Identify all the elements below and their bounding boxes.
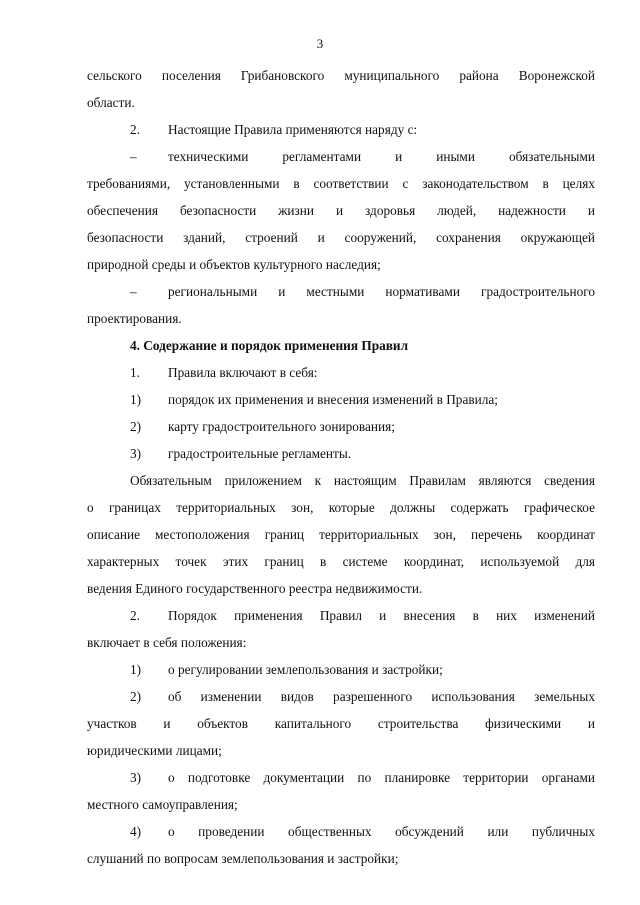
text-line: Настоящие Правила применяются наряду с: xyxy=(168,122,418,137)
text-line: о проведении общественных обсуждений или публичных xyxy=(168,824,595,839)
text-line: сельского поселения Грибановского муниципального района Воронежской xyxy=(87,68,595,83)
section-heading: 4. Содержание и порядок применения Правил xyxy=(130,338,409,353)
text-line: характерных точек этих границ в системе координат, используемой для xyxy=(87,554,595,569)
text-line: градостроительные регламенты. xyxy=(168,446,352,461)
text-line: требованиями, установленными в соответствии с законодательством в целях xyxy=(87,176,595,191)
text-line: карту градостроительного зонирования; xyxy=(168,419,395,434)
item-dash: – xyxy=(130,284,137,299)
text-line: участков и объектов капитального строительства физическими и xyxy=(87,716,595,731)
text-line: обеспечения безопасности жизни и здоровья людей, надежности и xyxy=(87,203,595,218)
page-number: 3 xyxy=(316,36,324,51)
item-dash: – xyxy=(130,149,137,164)
text-line: о подготовке документации по планировке территории органами xyxy=(168,770,595,785)
item-number: 2. xyxy=(130,122,140,137)
text-line: описание местоположения границ территориальных зон, перечень координат xyxy=(87,527,595,542)
text-line: Порядок применения Правил и внесения в них изменений xyxy=(168,608,595,623)
text-line: региональными и местными нормативами градостроительного xyxy=(168,284,595,299)
item-number: 2. xyxy=(130,608,140,623)
text-line: проектирования. xyxy=(87,311,182,326)
text-line: Обязательным приложением к настоящим Правилам являются сведения xyxy=(130,473,595,488)
text-line: юридическими лицами; xyxy=(87,743,222,758)
text-line: включает в себя положения: xyxy=(87,635,247,650)
text-line: безопасности зданий, строений и сооружений, сохранения окружающей xyxy=(87,230,595,245)
text-line: техническими регламентами и иными обязательными xyxy=(168,149,595,164)
text-line: ведения Единого государственного реестра недвижимости. xyxy=(87,581,423,596)
text-line: порядок их применения и внесения изменений в Правила; xyxy=(168,392,498,407)
item-number: 2) xyxy=(130,419,142,434)
text-line: о регулировании землепользования и застройки; xyxy=(168,662,443,677)
text-line: слушаний по вопросам землепользования и застройки; xyxy=(87,851,399,866)
text-line: Правила включают в себя: xyxy=(168,365,318,380)
text-line: об изменении видов разрешенного использования земельных xyxy=(168,689,595,704)
text-line: о границах территориальных зон, которые должны содержать графическое xyxy=(87,500,595,515)
item-number: 2) xyxy=(130,689,142,704)
text-line: местного самоуправления; xyxy=(87,797,238,812)
item-number: 4) xyxy=(130,824,142,839)
text-line: природной среды и объектов культурного наследия; xyxy=(87,257,381,272)
item-number: 1) xyxy=(130,392,142,407)
text-line: области. xyxy=(87,95,135,110)
item-number: 3) xyxy=(130,770,142,785)
item-number: 1) xyxy=(130,662,142,677)
item-number: 3) xyxy=(130,446,142,461)
item-number: 1. xyxy=(130,365,140,380)
